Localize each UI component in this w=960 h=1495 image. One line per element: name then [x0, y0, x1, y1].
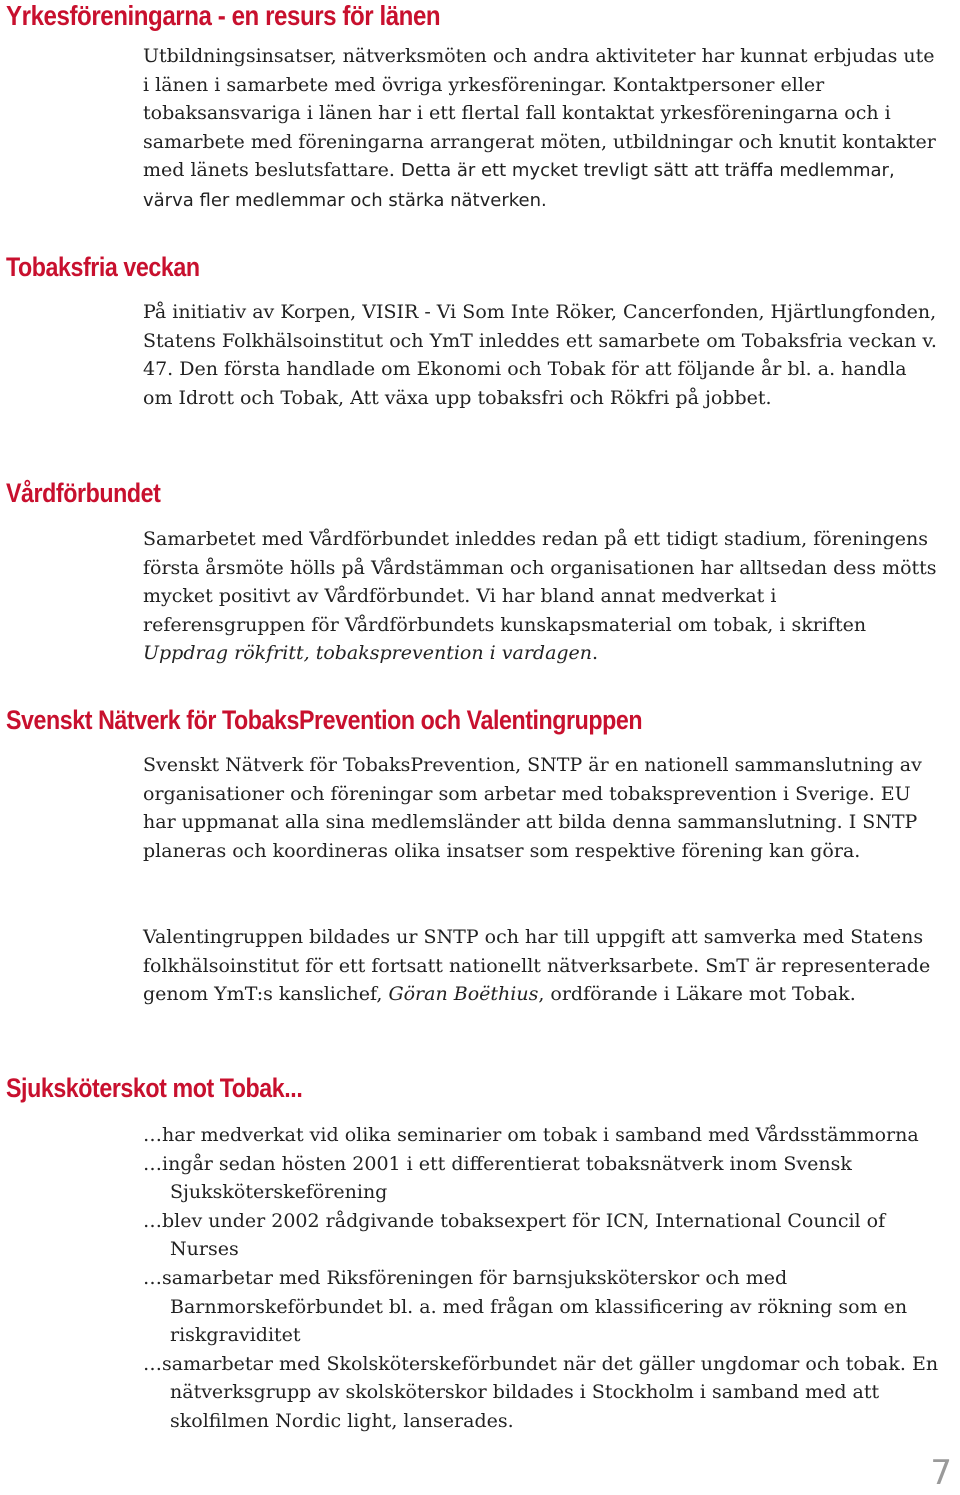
- list-item: …samarbetar med Riksföreningen för barnsjuksköterskor och med Barnmorskeförbundet bl. a. med frågan om klassificering av rökning som en riskgraviditet: [143, 1266, 908, 1347]
- heading-sntp: Svenskt Nätverk för TobaksPrevention och Valentingruppen: [6, 705, 643, 735]
- sntp-paragraph-1: Svenskt Nätverk för TobaksPrevention, SNTP är en nationell sammanslutning av organisationer och föreningar som arbetar med tobaksprevention i Sverige. EU har uppmanat alla sina medlemsländer att bilda denna sammanslutning. I SNTP planeras och koordineras olika insatser som respektive förening kan göra.: [143, 754, 922, 862]
- list-item: …blev under 2002 rådgivande tobaksexpert för ICN, International Council of Nurses: [143, 1209, 886, 1261]
- sntp-p2-text: Valentingruppen bildades ur SNTP och har till uppgift att samverka med Statens folkhälsoinstitut för ett fortsatt nationellt nätverksarbete. SmT är representerade genom YmT:s kanslichef,: [143, 926, 931, 1006]
- list-item: …ingår sedan hösten 2001 i ett differentierat tobaksnätverk inom Svensk Sjuksköterskeförening: [143, 1152, 852, 1204]
- heading-yrkesforeningarna: Yrkesföreningarna - en resurs för länen: [6, 0, 441, 31]
- vardforbundet-body: [143, 525, 943, 668]
- vardforbundet-text: Samarbetet med Vårdförbundet inleddes redan på ett tidigt stadium, föreningens första årsmöte hölls på Vårdstämman och organisationen har alltsedan dess mötts mycket positivt av Vårdförbundet. Vi har bland annat medverkat i referensgruppen för Vårdförbundets kunskapsmaterial om tobak, i skriften: [143, 528, 937, 636]
- sntp-p2-end: , ordförande i Läkare mot Tobak.: [538, 983, 856, 1006]
- vardforbundet-end: .: [592, 642, 599, 665]
- page-number: 7: [930, 1453, 952, 1493]
- yrkes-body-sans: Detta är ett mycket trevligt sätt att träffa medlemmar, värva fler medlemmar och stärka nätverken.: [143, 160, 895, 211]
- list-item: …har medverkat vid olika seminarier om tobak i samband med Vårdsstämmorna: [143, 1124, 919, 1146]
- heading-sjukskoterskor: Sjuksköterskot mot Tobak...: [6, 1073, 303, 1103]
- sjukskoterskor-list: [143, 1121, 943, 1436]
- tobaksfria-body: På initiativ av Korpen, VISIR - Vi Som Inte Röker, Cancerfonden, Hjärtlungfonden, Statens Folkhälsoinstitut och YmT inleddes ett samarbete om Tobaksfria veckan v. 47. Den första handlade om Ekonomi och Tobak för att följande år bl. a. handla om Idrott och Tobak, Att växa upp tobaksfri och Rökfri på jobbet.: [143, 301, 937, 409]
- vardforbundet-title-italic: Uppdrag rökfritt, tobaksprevention i vardagen: [143, 642, 593, 665]
- yrkes-body-text: [143, 42, 938, 216]
- sntp-p2-name-italic: Göran Boëthius: [388, 983, 539, 1006]
- heading-tobaksfria-veckan: Tobaksfria veckan: [6, 252, 200, 282]
- list-item: …samarbetar med Skolsköterskeförbundet när det gäller ungdomar och tobak. En nätverksgrupp av skolsköterskor bildades i Stockholm i samband med att skolfilmen Nordic light, lanserades.: [143, 1352, 939, 1432]
- sntp-paragraph-2: [143, 923, 943, 1009]
- heading-vardforbundet: Vårdförbundet: [6, 478, 161, 508]
- yrkes-body-serif: Utbildningsinsatser, nätverksmöten och andra aktiviteter har kunnat erbjudas ute i länen i samarbete med övriga yrkesföreningar. Kontaktpersoner eller tobaksansvariga i länen har i ett flertal fall kontaktat yrkesföreningarna och i samarbete med föreningarna arrangerat möten, utbildningar och knutit kontakter med länets beslutsfattare.: [143, 45, 936, 182]
